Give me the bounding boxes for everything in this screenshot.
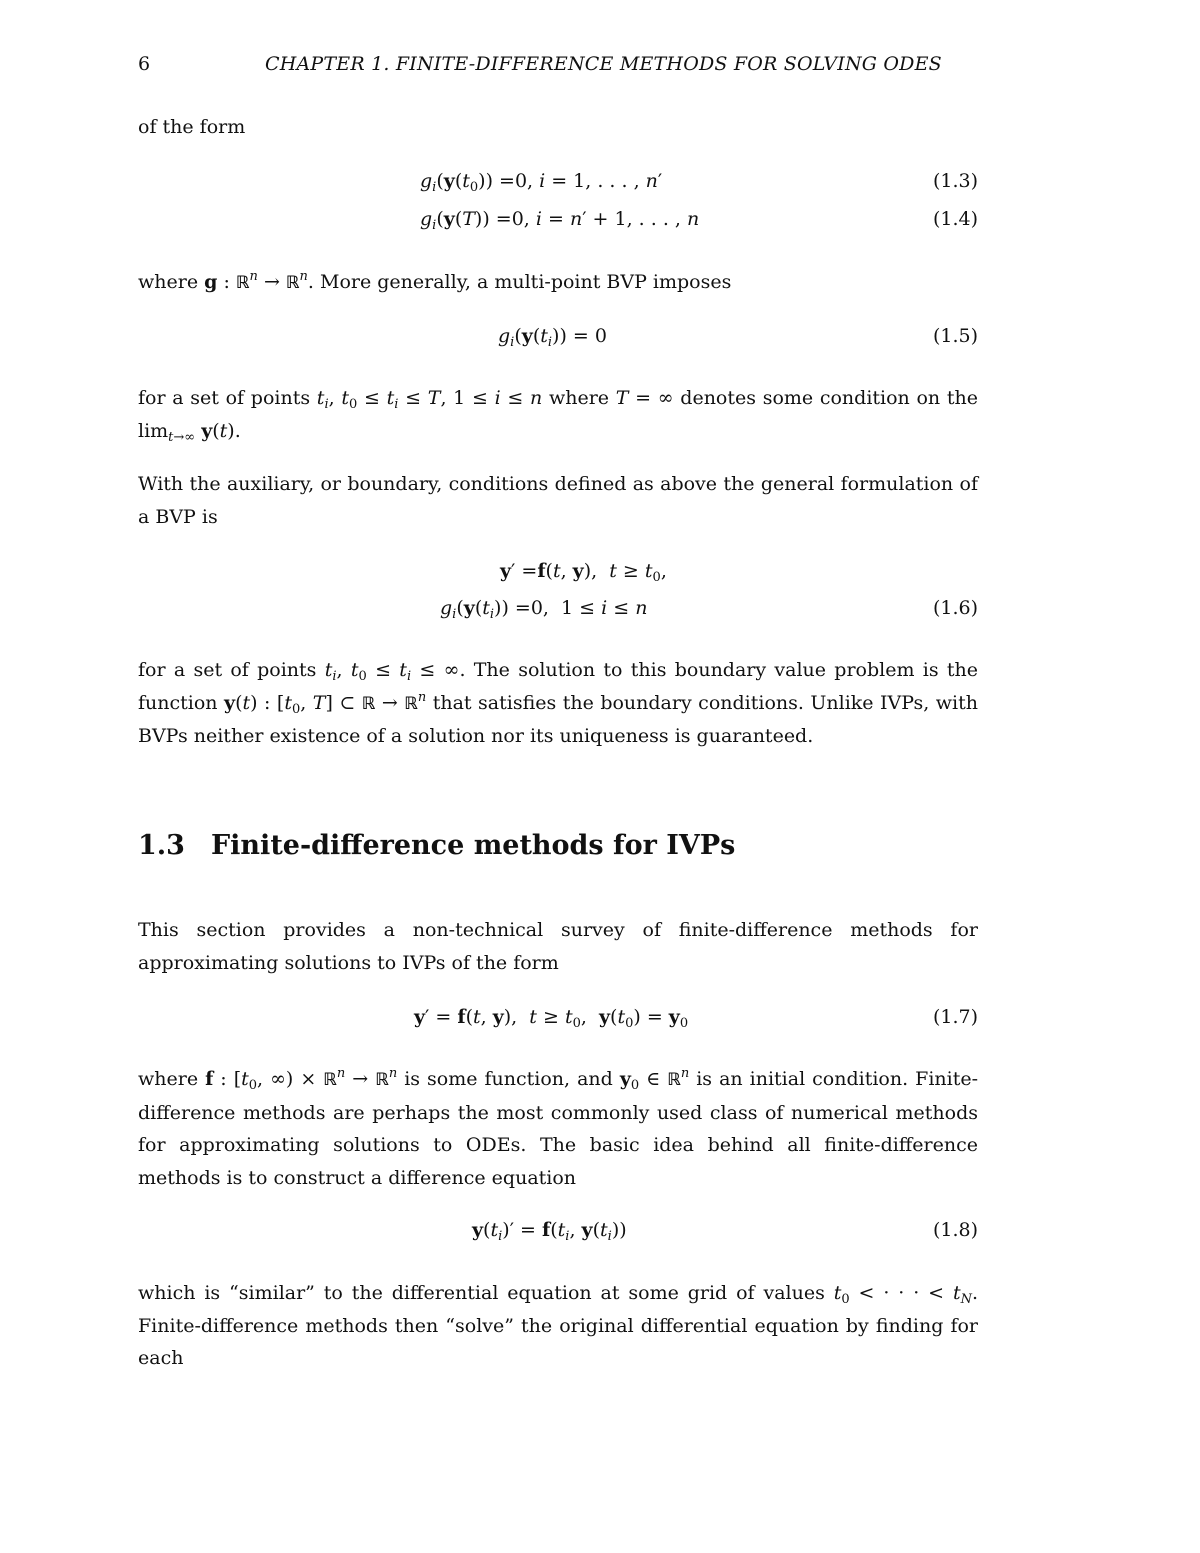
page-number: 6 [138, 53, 151, 75]
section-title: Finite-difference methods for IVPs [211, 830, 736, 861]
equation-number: (1.5) [932, 325, 978, 347]
paragraph-where-f: where f : [$t_0$, ∞) × ℝ$^n$ → ℝ$^n$ is some function, and $y_0$ ∈ ℝ$^n$ is an initial condition. Finite-difference methods are perhaps the most commonly used class of numerical methods for approximating solutions to ODEs. The basic idea behind all finite-difference methods is to construct a difference equation [138, 1066, 979, 1189]
equation-number: (1.7) [932, 1006, 978, 1028]
equation-number: (1.3) [932, 170, 978, 192]
equation-1-5: $g_i(y(t_i)) = 0$ (1.5) [498, 325, 978, 350]
equation-number: (1.6) [932, 597, 978, 619]
paragraph-of-the-form: of the form [138, 116, 246, 138]
equation-1-4: $g_i(y(T)) =0$, i = n′ + 1, . . . , n (1.4) [420, 208, 978, 233]
equation-1-8: $y(t_i)' = f(t_i$, $y(t_i)$) (1.8) [472, 1219, 978, 1244]
paragraph-bvp-solution: for a set of points $t_i$, $t_0 \le t_i$ ≤ ∞. The solution to this boundary value problem is the function y(t) : [$t_0$, T] ⊂ ℝ → ℝ$^n$ that satisfies the boundary conditions. Unlike IVPs, with BVPs neither existence of a solution nor its uniqueness is guaranteed. [138, 659, 978, 747]
equation-1-6-line-1: y′ =f(t, y), $t \ge t_0$, [500, 560, 667, 585]
paragraph-section-intro: This section provides a non-technical survey of finite-difference methods for approximating solutions to IVPs of the form [138, 919, 978, 974]
equation-1-3: $g_i(y(t_0)) =0$, i = 1, . . . , n′ (1.3) [420, 170, 978, 195]
section-number: 1.3 [138, 830, 185, 861]
equation-number: (1.8) [932, 1219, 978, 1241]
paragraph-set-of-points: for a set of points $t_i$, $t_0 \le t_i \le T$, 1 ≤ i ≤ n where T = ∞ denotes some condition on the $\lim_{t\to\infty} y(t)$. [138, 387, 978, 445]
paragraph-general-formulation: With the auxiliary, or boundary, conditions defined as above the general formulation of a BVP is [138, 473, 978, 528]
equation-1-6-line-2: $g_i(y(t_i)) =0$, 1 ≤ i ≤ n (1.6) [440, 597, 978, 622]
equation-number: (1.4) [932, 208, 978, 230]
running-title: CHAPTER 1. FINITE-DIFFERENCE METHODS FOR SOLVING ODES [265, 53, 942, 75]
section-heading [138, 830, 735, 861]
paragraph-where-g: where g : ℝ$^n$ → ℝ$^n$. More generally, a multi-point BVP imposes [138, 269, 732, 293]
paragraph-difference-equation: which is “similar” to the differential equation at some grid of values $t_0$ < · · · < $t_N$. Finite-difference methods then “solve” the original differential equation by finding for each [138, 1282, 979, 1369]
equation-1-7: y′ = f(t, y), $t \ge t_0$, $y(t_0) = y_0$ (1.7) [414, 1006, 978, 1031]
